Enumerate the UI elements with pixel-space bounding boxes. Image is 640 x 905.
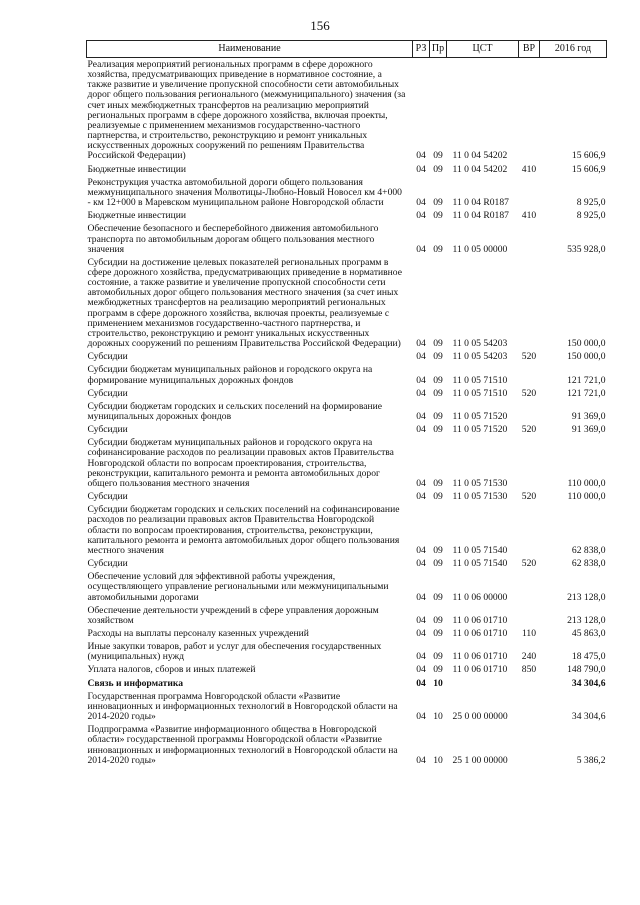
row-amount: 15 606,9 [571,150,606,162]
row-amount: 150 000,0 [567,351,606,363]
row-name: Бюджетные инвестиции [87,210,186,222]
row-cst: 11 0 06 01710 [452,664,508,676]
row-amount: 121 721,0 [567,374,606,386]
row-vr [519,677,540,690]
row-rz: 04 [416,558,426,570]
row-rz: 04 [416,163,426,175]
row-amount: 62 838,0 [571,544,606,556]
row-name: Связь и информатика [87,677,184,689]
table-row [87,627,607,640]
row-vr: 850 [521,664,537,676]
budget-table [86,40,607,767]
page-number: 156 [310,18,330,33]
row-vr [519,222,540,255]
row-amount: 121 721,0 [567,387,606,399]
table-row [87,436,607,490]
row-cst: 11 0 06 01710 [452,651,508,663]
row-name: Реализация мероприятий региональных программ в сфере дорожного хозяйства, предусматривающих приведение в нормативное состояние, а также развитие и увеличение пропускной способности сети автомобильных дорог общего пользования регионального (межмуниципального) значения (за счет иных межбюджетных трансфертов на реализацию мероприятий региональных программ в сфере дорожного хозяйства, включая проекты, реализуемые с применением механизмов государственно-частного партнерства, и строительство, реконструкцию и ремонт уникальных искусственных дорожных сооружений по решениям Правительства Российской Федерации) [87,59,406,162]
row-name: Уплата налогов, сборов и иных платежей [87,664,256,676]
row-pr: 10 [433,711,443,723]
row-name: Субсидии [87,387,128,399]
column-header-rz: РЗ [413,41,430,58]
row-cst: 11 0 06 00000 [452,591,508,603]
row-pr: 09 [433,150,443,162]
row-name: Субсидии бюджетам городских и сельских поселений на софинансирование расходов по реализации правовых актов Правительства Новгородской области по вопросам проектирования, строительства, реконструкции, капитального ремонта и ремонта автомобильных дорог общего пользования местного значения [87,504,400,556]
row-pr: 09 [433,614,443,626]
column-header-name: Наименование [87,41,413,58]
row-rz: 04 [416,210,426,222]
row-rz: 04 [416,351,426,363]
table-row [87,58,607,163]
row-rz: 04 [416,338,426,350]
row-pr: 09 [433,664,443,676]
row-name: Реконструкция участка автомобильной дороги общего пользования межмуниципального значения Молвотицы-Любно-Новый Новосел км 4+000 - км 12+000 в Маревском муниципальном районе Новгородской области [87,176,402,209]
table-row [87,363,607,386]
row-name: Субсидии бюджетам городских и сельских поселений на формирование муниципальных дорожных фондов [87,400,383,422]
row-rz: 04 [416,477,426,489]
row-rz: 04 [416,627,426,639]
row-amount: 535 928,0 [567,243,606,255]
row-cst: 11 0 05 71520 [452,411,508,422]
row-pr: 09 [433,374,443,386]
column-header-pr: Пр [430,41,447,58]
row-name: Иные закупки товаров, работ и услуг для обеспечения государственных (муниципальных) нужд [87,641,382,663]
row-vr: 520 [521,558,537,570]
row-amount: 148 790,0 [567,664,606,676]
row-vr [519,503,540,557]
row-cst: 11 0 05 71540 [452,544,508,556]
row-amount: 110 000,0 [567,491,606,503]
row-pr: 10 [433,754,443,766]
row-amount: 8 925,0 [576,210,606,222]
table-row [87,604,607,627]
row-rz: 04 [416,424,426,436]
row-amount: 213 128,0 [567,591,606,603]
row-vr [519,58,540,163]
row-amount: 91 369,0 [571,411,606,422]
row-vr [519,400,540,423]
table-row [87,677,607,690]
row-name: Расходы на выплаты персоналу казенных учреждений [87,627,309,639]
row-vr [519,604,540,627]
row-amount: 5 386,2 [576,754,606,766]
row-vr: 240 [521,651,537,663]
row-amount: 110 000,0 [567,477,606,489]
row-vr: 410 [521,210,537,222]
row-rz: 04 [416,711,426,723]
row-vr [519,363,540,386]
table-row [87,423,607,436]
table-row [87,209,607,222]
row-cst: 11 0 05 54203 [452,351,508,363]
row-vr [519,176,540,209]
row-rz: 04 [416,651,426,663]
row-pr: 09 [433,544,443,556]
row-amount: 62 838,0 [571,558,606,570]
row-rz: 04 [416,677,426,689]
row-pr: 09 [433,627,443,639]
row-amount: 91 369,0 [571,424,606,436]
row-cst: 11 0 05 71520 [452,424,508,436]
row-pr: 09 [433,338,443,350]
row-vr: 520 [521,424,537,436]
row-pr: 09 [433,243,443,255]
row-cst: 11 0 05 71510 [452,374,508,386]
row-pr: 09 [433,591,443,603]
row-name: Обеспечение деятельности учреждений в сфере управления дорожным хозяйством [87,604,379,626]
table-row [87,723,607,767]
column-header-cst: ЦСТ [447,41,519,58]
row-cst: 11 0 05 71530 [452,477,508,489]
row-name: Субсидии бюджетам муниципальных районов и городского округа на формирование муниципальных дорожных фондов [87,364,373,386]
row-name: Субсидии [87,424,128,436]
table-row [87,663,607,676]
row-cst: 11 0 05 00000 [452,243,508,255]
row-name: Обеспечение условий для эффективной работы учреждения, осуществляющего управление региональными или межмуниципальными автомобильными дорогами [87,571,389,603]
row-cst: 11 0 05 71540 [452,558,508,570]
row-rz: 04 [416,614,426,626]
row-vr: 520 [521,491,537,503]
row-name: Субсидии [87,351,128,363]
table-body [87,58,607,767]
row-name: Субсидии [87,491,128,503]
table-row [87,222,607,255]
row-cst: 11 0 06 01710 [452,614,508,626]
row-amount: 45 863,0 [571,627,606,639]
row-name: Подпрограмма «Развитие информационного общества в Новгородской области» государственной программы Новгородской области «Развитие инновационных и информационных технологий в Новгородской области на 2014-2020 годы» [87,724,398,766]
row-name: Государственная программа Новгородской области «Развитие инновационных и информационных технологий в Новгородской области на 2014-2020 годы» [87,690,398,723]
row-pr: 10 [433,677,443,689]
row-amount: 8 925,0 [576,197,606,209]
row-vr [519,690,540,723]
row-vr: 520 [521,351,537,363]
row-vr: 110 [521,627,537,639]
row-pr: 09 [433,424,443,436]
row-vr [519,436,540,490]
table-row [87,256,607,350]
row-pr: 09 [433,163,443,175]
row-cst: 11 0 04 R0187 [452,197,509,209]
row-cst: 11 0 06 01710 [452,627,508,639]
row-rz: 04 [416,197,426,209]
row-rz: 04 [416,664,426,676]
row-cst: 25 0 00 00000 [452,711,508,723]
row-rz: 04 [416,374,426,386]
row-cst: 11 0 04 54202 [452,163,508,175]
row-name: Субсидии на достижение целевых показателей региональных программ в сфере дорожного хозяйства, предусматривающих приведение в нормативное состояние, а также развитие и увеличение пропускной способности сети автомобильных дорог общего пользования местного значения (за счет иных межбюджетных трансфертов на реализацию мероприятий региональных программ в сфере дорожного хозяйства, включая проекты, реализуемые с применением механизмов государственно-частного партнерства, и строительство, реконструкцию и ремонт уникальных искусственных дорожных сооружений по решениям Правительства Российской Федерации) [87,256,402,350]
row-pr: 09 [433,477,443,489]
row-name: Бюджетные инвестиции [87,163,186,175]
row-amount: 18 475,0 [571,651,606,663]
row-vr: 520 [521,387,537,399]
table-row [87,490,607,503]
row-rz: 04 [416,544,426,556]
row-pr: 09 [433,351,443,363]
row-vr: 410 [521,163,537,175]
row-pr: 09 [433,387,443,399]
row-amount: 213 128,0 [567,614,606,626]
row-name: Субсидии бюджетам муниципальных районов и городского округа на софинансирование расходов по реализации правовых актов Правительства Новгородской области по вопросам проектирования, строительства, реконструкции, капитального ремонта и ремонта автомобильных дорог общего пользования местного значения [87,437,394,489]
row-vr [519,723,540,767]
column-header-amount: 2016 год [540,41,607,58]
table-row [87,387,607,400]
table-row [87,690,607,723]
row-amount: 34 304,6 [571,677,606,689]
table-row [87,176,607,209]
table-row [87,503,607,557]
table-row [87,400,607,423]
row-cst [447,677,519,690]
row-amount: 15 606,9 [571,163,606,175]
row-cst: 11 0 04 R0187 [452,210,509,222]
row-rz: 04 [416,411,426,422]
table-row [87,570,607,603]
table-row [87,350,607,363]
row-rz: 04 [416,591,426,603]
row-vr [519,570,540,603]
row-amount: 150 000,0 [567,338,606,350]
row-name: Обеспечение безопасного и бесперебойного движения автомобильного транспорта по автомобильным дорогам общего пользования местного значения [87,223,379,255]
table-header-row [87,41,607,58]
row-pr: 09 [433,210,443,222]
row-rz: 04 [416,387,426,399]
row-rz: 04 [416,491,426,503]
row-cst: 11 0 05 54203 [452,338,508,350]
row-pr: 09 [433,491,443,503]
table-row [87,557,607,570]
column-header-vr: ВР [519,41,540,58]
row-pr: 09 [433,651,443,663]
row-cst: 11 0 04 54202 [452,150,508,162]
row-cst: 11 0 05 71510 [452,387,508,399]
row-vr [519,256,540,350]
table-row [87,163,607,176]
row-rz: 04 [416,243,426,255]
row-pr: 09 [433,197,443,209]
row-rz: 04 [416,150,426,162]
row-pr: 09 [433,558,443,570]
table-row [87,640,607,663]
row-amount: 34 304,6 [571,711,606,723]
row-cst: 11 0 05 71530 [452,491,508,503]
row-name: Субсидии [87,558,128,570]
row-rz: 04 [416,754,426,766]
row-pr: 09 [433,411,443,422]
row-cst: 25 1 00 00000 [452,754,508,766]
